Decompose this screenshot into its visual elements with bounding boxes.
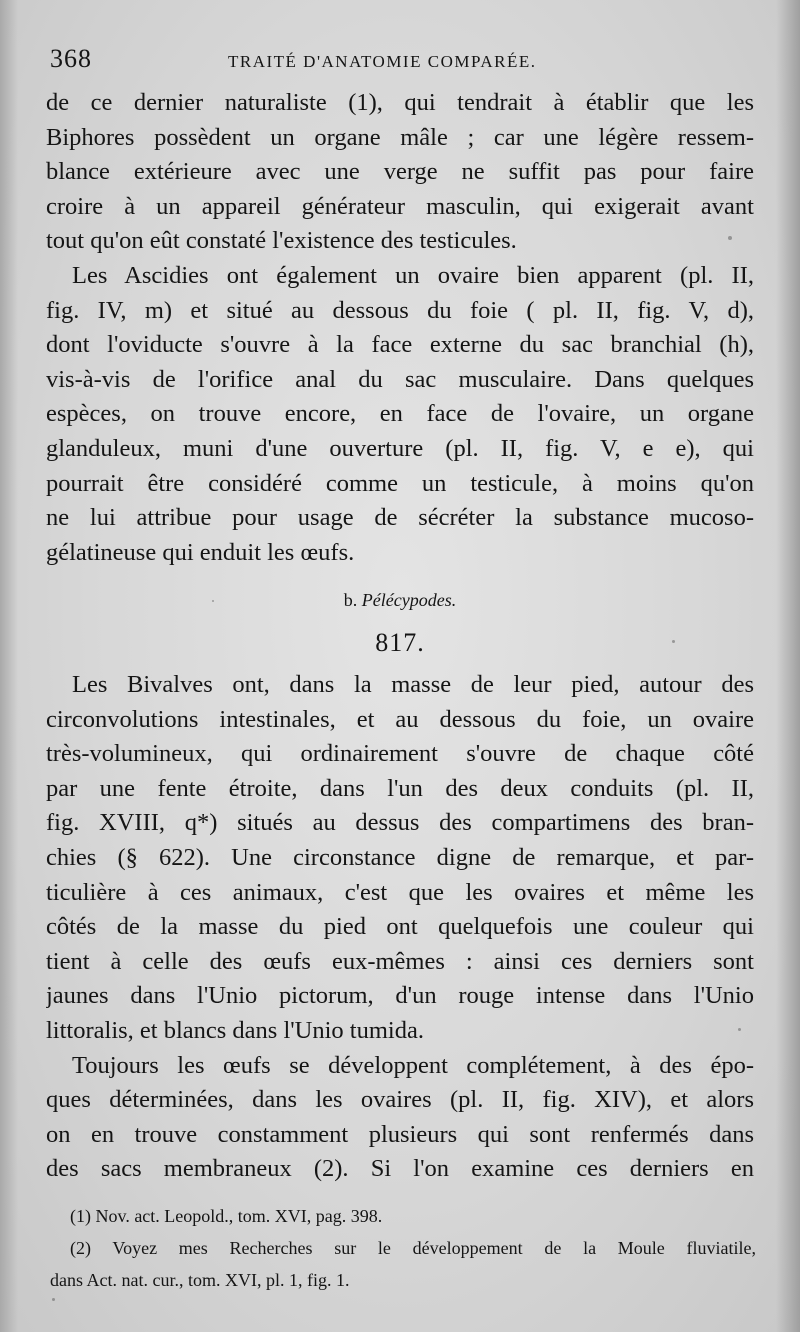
text-line: circonvolutions intestinales, et au dessous du foie, un ovaire — [46, 705, 754, 733]
text-line: ques déterminées, dans les ovaires (pl. II, fig. XIV), et alors — [46, 1086, 754, 1114]
footnote-1: (1) Nov. act. Leopold., tom. XVI, pag. 398. — [70, 1206, 383, 1226]
text-line: dont l'oviducte s'ouvre à la face externe du sac branchial (h), — [46, 331, 754, 359]
text-line: fig. IV, m) et situé au dessous du foie ( pl. II, fig. V, d), — [46, 296, 754, 324]
page-header — [50, 44, 750, 80]
page-shadow-left — [0, 0, 18, 1332]
footnotes — [50, 1200, 756, 1296]
text-line: tient à celle des œufs eux-mêmes : ainsi ces derniers sont — [46, 947, 754, 975]
footnote-2-continued: dans Act. nat. cur., tom. XVI, pl. 1, fig. 1. — [50, 1270, 350, 1290]
text-line: tout qu'on eût constaté l'existence des testicules. — [46, 227, 517, 255]
text-line: des sacs membraneux (2). Si l'on examine ces derniers en — [46, 1155, 754, 1183]
running-head: TRAITÉ D'ANATOMIE COMPARÉE. — [228, 52, 537, 71]
text-line: de ce dernier naturaliste (1), qui tendrait à établir que les — [46, 89, 754, 116]
text-line: Toujours les œufs se développent complétement, à des épo- — [72, 1051, 754, 1079]
section-number: 817. — [375, 628, 425, 657]
text-line: très-volumineux, qui ordinairement s'ouvre de chaque côté — [46, 740, 754, 768]
subsection-prefix: b. — [343, 590, 358, 610]
text-line: Biphores possèdent un organe mâle ; car une légère ressem- — [46, 123, 754, 151]
text-line: glanduleux, muni d'une ouverture (pl. II, fig. V, e e), qui — [46, 434, 754, 462]
text-line: gélatineuse qui enduit les œufs. — [46, 538, 355, 566]
text-line: espèces, on trouve encore, en face de l'ovaire, un organe — [46, 400, 754, 428]
page-shadow-right — [776, 0, 800, 1332]
body-text — [46, 86, 754, 570]
text-line: on en trouve constamment plusieurs qui sont renfermés dans — [46, 1120, 754, 1148]
text-line: côtés de la masse du pied ont quelquefois une couleur qui — [46, 913, 754, 941]
text-line: littoralis, et blancs dans l'Unio tumida. — [46, 1016, 424, 1044]
text-line: Les Ascidies ont également un ovaire bien apparent (pl. II, — [72, 261, 754, 289]
text-line: par une fente étroite, dans l'un des deux conduits (pl. II, — [46, 774, 754, 802]
page-number: 368 — [50, 44, 92, 73]
subsection-heading — [0, 590, 800, 611]
text-line: chies (§ 622). Une circonstance digne de remarque, et par- — [46, 843, 754, 871]
text-line: vis-à-vis de l'orifice anal du sac musculaire. Dans quelques — [46, 365, 754, 393]
text-line: pourrait être considéré comme un testicule, à moins qu'on — [46, 469, 754, 497]
text-line: fig. XVIII, q*) situés au dessus des compartimens des bran- — [46, 809, 754, 837]
text-line: ne lui attribue pour usage de sécréter la substance mucoso- — [46, 504, 754, 532]
text-line: Les Bivalves ont, dans la masse de leur pied, autour des — [72, 671, 754, 698]
subsection-title: Pélécypodes. — [361, 590, 457, 610]
body-text-section — [46, 668, 754, 1187]
text-line: ticulière à ces animaux, c'est que les ovaires et même les — [46, 878, 754, 906]
text-line: croire à un appareil générateur masculin, qui exigerait avant — [46, 192, 754, 220]
text-line: blance extérieure avec une verge ne suffit pas pour faire — [46, 158, 754, 186]
text-line: jaunes dans l'Unio pictorum, d'un rouge intense dans l'Unio — [46, 982, 754, 1010]
footnote-2: (2) Voyez mes Recherches sur le développement de la Moule fluviatile, — [70, 1238, 756, 1258]
